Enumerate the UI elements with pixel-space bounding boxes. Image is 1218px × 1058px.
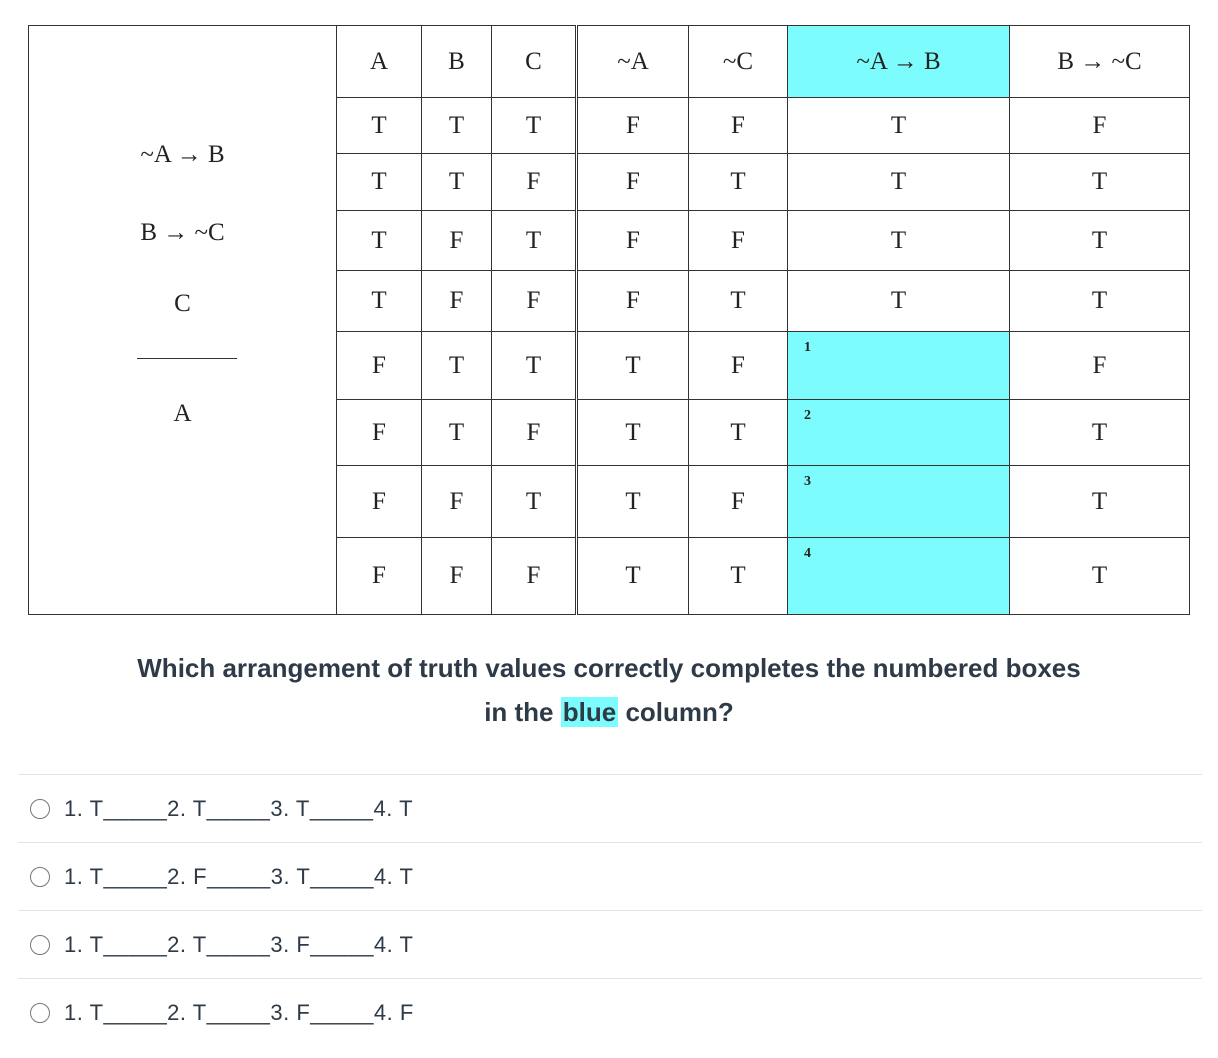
cell: F	[337, 538, 422, 615]
cell: F	[577, 98, 689, 154]
cell: T	[1010, 211, 1190, 271]
cell: T	[422, 154, 492, 211]
radio-button[interactable]	[30, 799, 50, 819]
cell: F	[689, 332, 788, 400]
cell: T	[337, 98, 422, 154]
cell: F	[422, 538, 492, 615]
argument-cell	[29, 26, 337, 615]
truth-table-figure	[28, 25, 1189, 614]
cell: F	[337, 466, 422, 538]
cell: T	[492, 466, 577, 538]
question-line-2-start: in the	[484, 697, 554, 727]
cell: F	[492, 154, 577, 211]
cell: T	[1010, 154, 1190, 211]
header-c: C	[492, 26, 577, 98]
question-line-2-end: column?	[625, 697, 734, 727]
option-label: 1. T_____2. T_____3. F_____4. T	[64, 931, 414, 957]
cell: T	[337, 154, 422, 211]
truth-table	[28, 25, 1190, 615]
conclusion: A	[173, 400, 192, 427]
premise-3: C	[174, 290, 191, 317]
cell: T	[1010, 538, 1190, 615]
box-number-1: 1	[804, 340, 811, 355]
option-label: 1. T_____2. T_____3. T_____4. T	[64, 795, 414, 821]
cell: T	[422, 332, 492, 400]
option-label: 1. T_____2. F_____3. T_____4. T	[64, 863, 414, 889]
box-number-3: 3	[804, 474, 811, 489]
answer-option-1[interactable]	[18, 774, 1202, 842]
answer-option-4[interactable]	[18, 978, 1202, 1046]
cell: T	[577, 538, 689, 615]
cell: T	[577, 400, 689, 466]
cell: T	[492, 98, 577, 154]
cell: F	[689, 466, 788, 538]
premise-1: ~A → B	[140, 141, 225, 168]
cell: F	[577, 154, 689, 211]
cell: T	[689, 154, 788, 211]
cell: T	[577, 466, 689, 538]
cell: F	[422, 211, 492, 271]
question-line-1: Which arrangement of truth values correctly completes the numbered boxes	[137, 653, 1081, 683]
option-label: 1. T_____2. T_____3. F_____4. F	[64, 999, 414, 1025]
radio-button[interactable]	[30, 1003, 50, 1023]
answer-option-2[interactable]	[18, 842, 1202, 910]
cell: F	[492, 538, 577, 615]
header-not-c: ~C	[689, 26, 788, 98]
cell: T	[689, 271, 788, 332]
cell: T	[1010, 400, 1190, 466]
header-not-a-implies-b: ~A → B	[788, 26, 1010, 98]
cell: T	[422, 98, 492, 154]
cell: T	[788, 211, 1010, 271]
cell: T	[689, 538, 788, 615]
answer-box-2	[788, 400, 1010, 466]
blue-highlight-word: blue	[562, 697, 617, 727]
header-not-a: ~A	[577, 26, 689, 98]
cell: F	[689, 211, 788, 271]
cell: T	[788, 154, 1010, 211]
question-line-2	[0, 690, 1218, 734]
cell: T	[689, 400, 788, 466]
cell: F	[1010, 332, 1190, 400]
conclusion-divider	[137, 358, 237, 359]
box-number-4: 4	[804, 546, 811, 561]
question-text	[0, 646, 1218, 734]
header-b: B	[422, 26, 492, 98]
cell: F	[337, 332, 422, 400]
premise-2: B → ~C	[140, 219, 225, 246]
cell: F	[577, 271, 689, 332]
cell: F	[492, 400, 577, 466]
cell: T	[1010, 466, 1190, 538]
box-number-2: 2	[804, 408, 811, 423]
cell: F	[337, 400, 422, 466]
radio-button[interactable]	[30, 867, 50, 887]
table-header-row	[29, 26, 1190, 98]
cell: T	[337, 271, 422, 332]
cell: F	[1010, 98, 1190, 154]
cell: T	[422, 400, 492, 466]
cell: T	[1010, 271, 1190, 332]
cell: F	[689, 98, 788, 154]
cell: T	[337, 211, 422, 271]
cell: T	[788, 98, 1010, 154]
cell: F	[577, 211, 689, 271]
answer-box-3	[788, 466, 1010, 538]
cell: F	[422, 271, 492, 332]
header-b-implies-not-c: B → ~C	[1010, 26, 1190, 98]
radio-button[interactable]	[30, 935, 50, 955]
answer-option-3[interactable]	[18, 910, 1202, 978]
answer-box-1	[788, 332, 1010, 400]
cell: F	[492, 271, 577, 332]
cell: T	[788, 271, 1010, 332]
cell: T	[492, 332, 577, 400]
header-a: A	[337, 26, 422, 98]
cell: T	[492, 211, 577, 271]
cell: F	[422, 466, 492, 538]
cell: T	[577, 332, 689, 400]
answer-options	[18, 774, 1202, 1046]
answer-box-4	[788, 538, 1010, 615]
